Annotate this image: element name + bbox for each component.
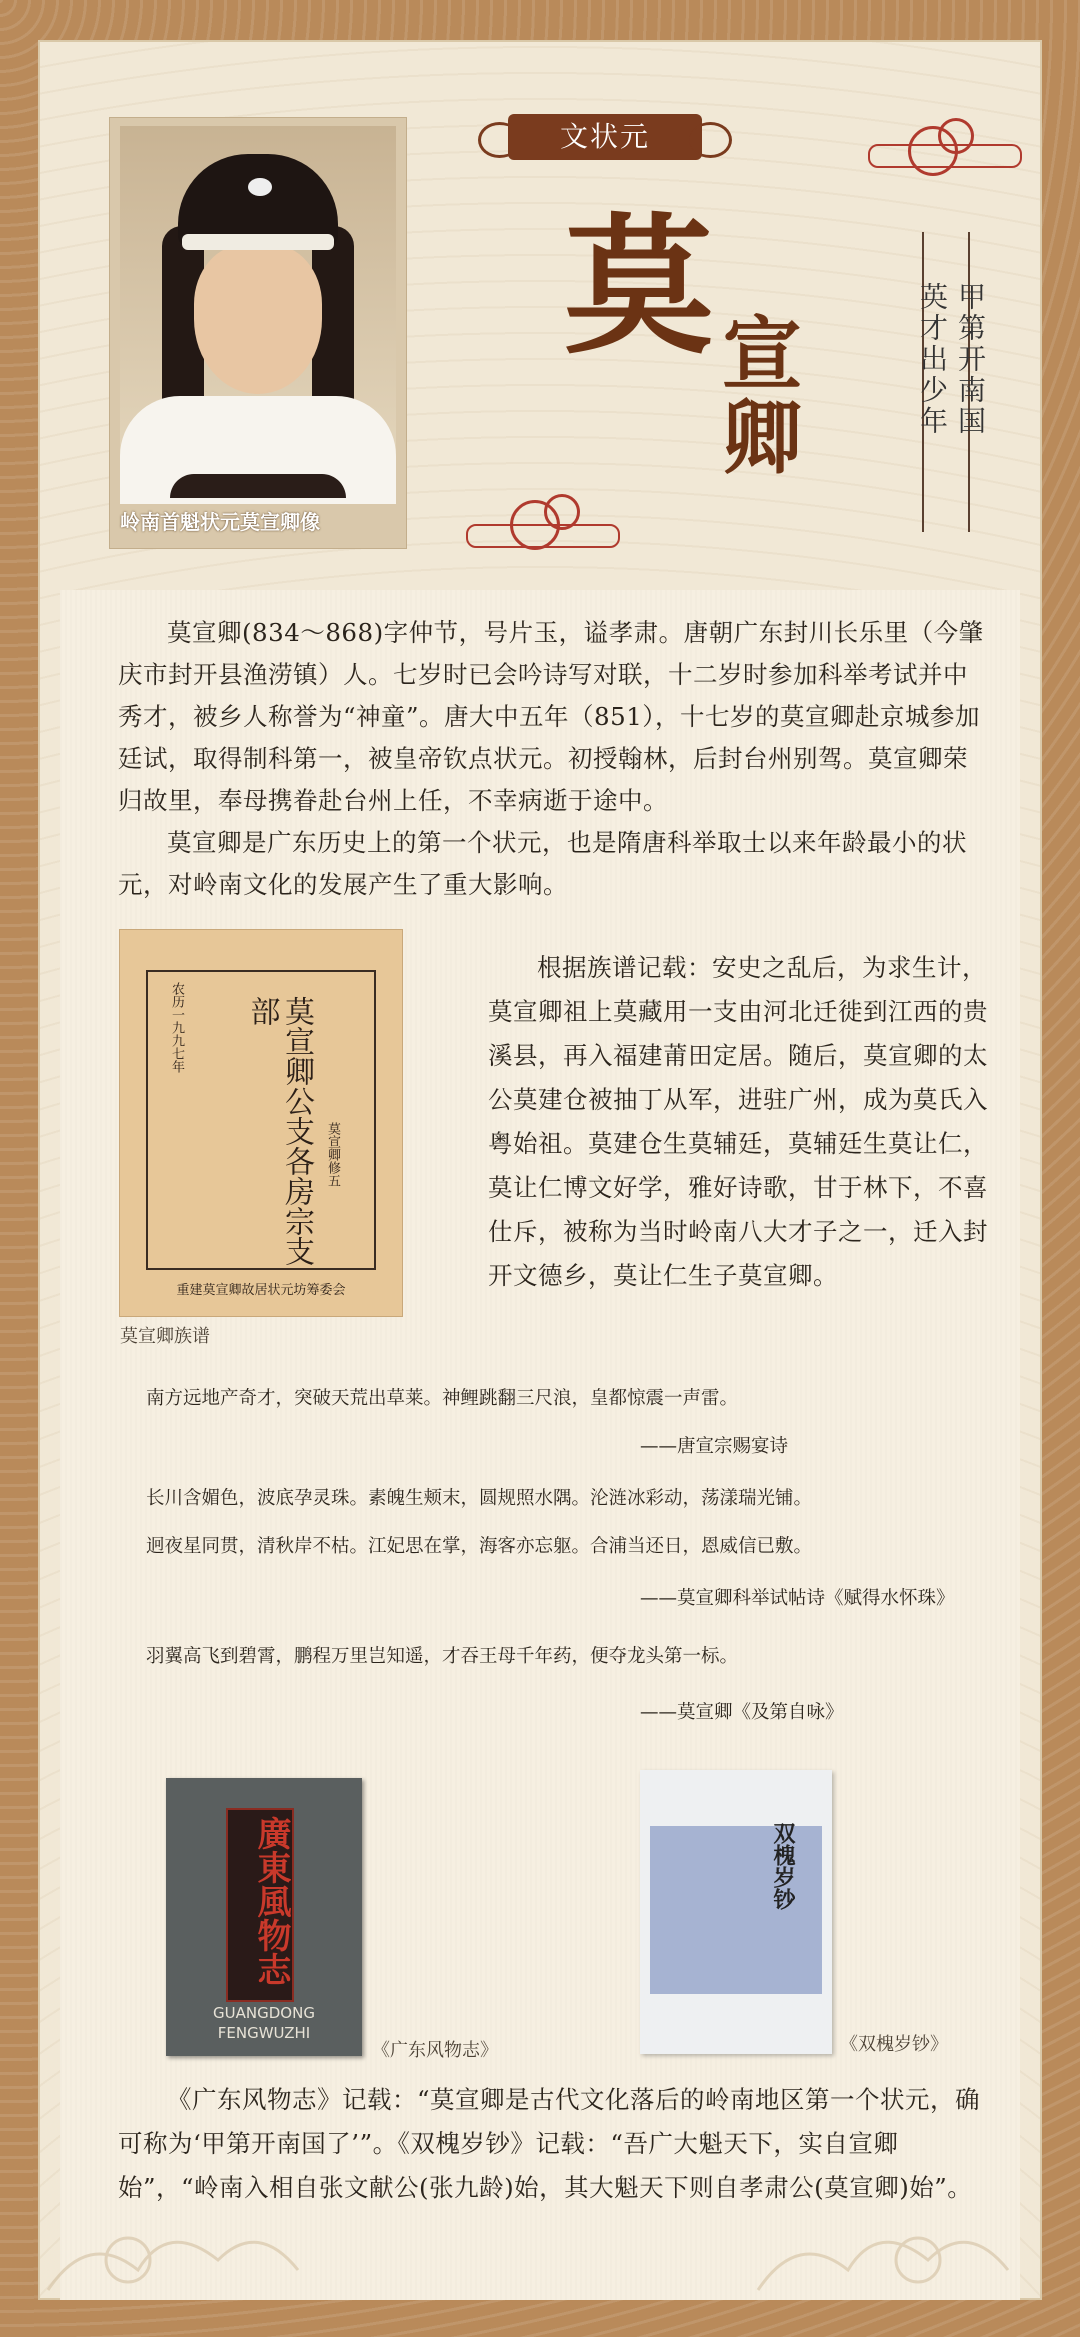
closing-paragraph: 《广东风物志》记载：“莫宣卿是古代文化落后的岭南地区第一个状元，确可称为‘甲第开南国了’”。《双槐岁钞》记载：“吾广大魁天下，实自宣卿始”，“岭南入相自张文献公(张九龄)始，其大魁天下则自孝肃公(莫宣卿)始”。	[118, 2085, 981, 2202]
genealogy-image-sign: 莫宣卿修五	[324, 1122, 340, 1187]
hat-band	[182, 234, 334, 250]
book-2-caption: 《双槐岁钞》	[840, 2034, 948, 2055]
poem-1-attribution: ——唐宣宗赐宴诗	[640, 1436, 789, 1457]
genealogy-image-title: 莫宣卿公支各房宗支部	[244, 996, 314, 1266]
banner-label: 文状元	[508, 114, 702, 160]
book-1-title-panel	[226, 1808, 294, 2002]
motto-line-2: 英才出少年	[916, 282, 949, 437]
book-1-caption: 《广东风物志》	[372, 2040, 498, 2061]
book-1-cover-en-2: FENGWUZHI	[217, 2024, 311, 2042]
cloud-decoration-top-right	[868, 118, 1018, 178]
book-1-cover-title: 廣東風物志	[251, 1816, 291, 1986]
poem-2-line-1: 长川含媚色，波底孕灵珠。素魄生颊末，圆规照水隅。沦涟冰彩动，荡漾瑞光铺。	[146, 1488, 813, 1509]
hat-ornament	[248, 178, 272, 196]
title-banner	[478, 108, 732, 166]
book-2-cover-title: 双槐岁钞	[770, 1822, 796, 1910]
book-1-cover-en-1: GUANGDONG	[213, 2004, 315, 2022]
bottom-cloud-pattern	[38, 2150, 1042, 2300]
intro-paragraph-1: 莫宣卿(834～868)字仲节，号片玉，谥孝肃。唐朝广东封川长乐里（今肇庆市封开县渔涝镇）人。七岁时已会吟诗写对联，十二岁时参加科举考试并中秀才，被乡人称誉为“神童”。唐大中五年（851），十七岁的莫宣卿赴京城参加廷试，取得制科第一，被皇帝钦点状元。初授翰林，后封台州别驾。莫宣卿荣归故里，奉母携眷赴台州上任，不幸病逝于途中。	[118, 618, 984, 815]
genealogy-caption: 莫宣卿族谱	[120, 1326, 210, 1347]
intro-paragraph-2: 莫宣卿是广东历史上的第一个状元，也是隋唐科举取士以来年龄最小的状元，对岭南文化的发展产生了重大影响。	[118, 828, 967, 899]
poem-2-attribution: ——莫宣卿科举试帖诗《赋得水怀珠》	[640, 1588, 955, 1609]
name-surname: 莫	[564, 199, 715, 375]
poem-2-line-2: 迥夜星同贯，清秋岸不枯。江妃思在掌，海客亦忘躯。合浦当还日，恩威信已敷。	[146, 1536, 813, 1557]
poem-3-attribution: ——莫宣卿《及第自咏》	[640, 1702, 844, 1723]
motto-box	[916, 232, 987, 532]
genealogy-image-date: 农历一九九七年	[168, 982, 184, 1073]
portrait-caption: 岭南首魁状元莫宣卿像	[120, 510, 320, 534]
poem-1-line-1: 南方远地产奇才，突破天荒出草莱。神鲤跳翻三尺浪，皇都惊震一声雷。	[146, 1388, 739, 1409]
genealogy-image	[120, 930, 402, 1316]
portrait-scene	[120, 126, 396, 504]
genealogy-image-footer: 重建莫宣卿故居状元坊筹委会	[176, 1283, 346, 1298]
face	[194, 244, 322, 394]
book-cover-shuanghuai-suichao	[640, 1770, 832, 2054]
name-given: 宣卿	[722, 307, 802, 485]
genealogy-frame	[146, 970, 376, 1270]
belt	[170, 474, 346, 498]
motto-line-1: 甲第开南国	[954, 282, 987, 437]
banner-wing-right	[689, 122, 732, 158]
cloud-decoration-middle	[466, 494, 616, 554]
poem-3-line-1: 羽翼高飞到碧霄，鹏程万里岂知遥，才吞王母千年药，便夺龙头第一标。	[146, 1646, 739, 1667]
portrait-image	[110, 118, 406, 548]
hat	[178, 154, 338, 246]
genealogy-paragraph: 根据族谱记载：安史之乱后，为求生计，莫宣卿祖上莫藏用一支由河北迁徙到江西的贵溪县，再入福建莆田定居。随后，莫宣卿的太公莫建仓被抽丁从军，进驻广州，成为莫氏入粤始祖。莫建仓生莫辅廷，莫辅廷生莫让仁，莫让仁博文好学，雅好诗歌，甘于林下，不喜仕斥，被称为当时岭南八大才子之一，迁入封开文德乡，莫让仁生子莫宣卿。	[488, 953, 988, 1290]
book-cover-guangdong-fengwuzhi	[166, 1778, 362, 2056]
